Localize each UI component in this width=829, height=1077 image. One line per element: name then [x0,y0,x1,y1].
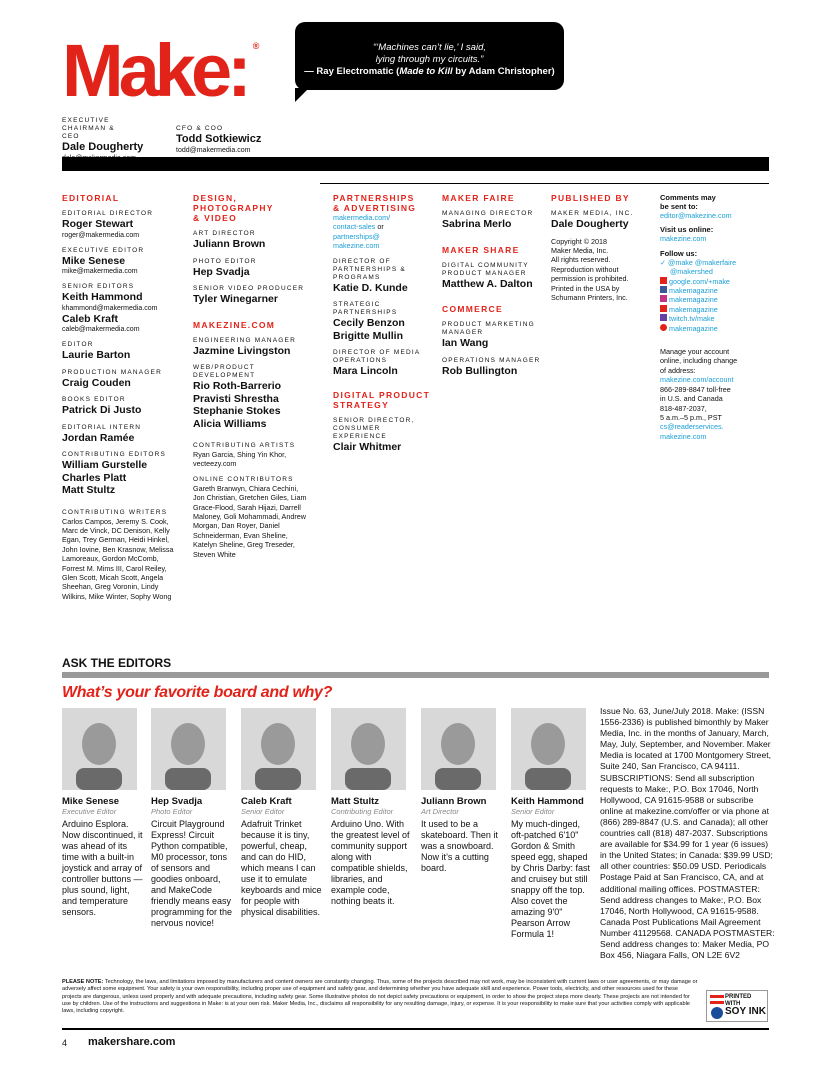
ask-editors-rule [62,672,769,678]
editor-card [511,796,593,940]
editor-name: Caleb Kraft [241,796,292,807]
published-column: PUBLISHED BY MAKER MEDIA, INC. Dale Dougherty Copyright © 2018 Maker Media, Inc. All rights reserved. Reproduction without permission is prohibited. Printed in the USA by Schumann Printers, Inc. [551,193,634,302]
editor-photo [241,708,316,790]
editor-card [241,796,323,918]
editor-email-link[interactable]: editor@makezine.com [660,211,732,220]
editor-name: Keith Hammond [511,796,584,807]
editor-title: Senior Editor [511,807,555,816]
editorial-column: EDITORIAL EDITORIAL DIRECTOR Roger Stewart roger@makermedia.com EXECUTIVE EDITOR Mike Senese mike@makermedia.com SENIOR EDITORS Keith Hammond khammond@makermedia.com Caleb Kraft caleb@makermedia.com EDITOR Laurie Barton PRODUCTION MANAGER Craig Couden BOOKS EDITOR Patrick Di Justo EDITORIAL INTERN Jordan Ramée CONTRIBUTING EDITORS William Gurstelle Charles Platt Matt Stultz CONTRIBUTING WRITERS Carlos Campos, Jeremy S. Cook, Marc de Vinck, DC Denison, Kelly Egan, Trey German, Heidi Hinkel, John Iovine, Ben Krasnow, Melissa Lamoreaux, Gordon McComb, Forrest M. Mims III, Carol Reiley, Glen Scott, Micah Scott, Angela Sheehan, Greg Voronin, Lindy Wilkins, Mike Winter, Sophy Wong [62,193,174,601]
editor-name: Juliann Brown [421,796,487,807]
footer-rule [62,1028,769,1030]
editor-photo [62,708,137,790]
editor-photo [511,708,586,790]
twitter-icon: ✓ [660,257,667,267]
makezine-link[interactable]: makezine.com [660,234,707,244]
editor-photo [151,708,226,790]
editor-answer: It used to be a skateboard. Then it was a snowboard. Now it’s a cutting board. [421,819,498,873]
ask-question: What’s your favorite board and why? [62,684,333,701]
editor-answer: Circuit Playground Express! Circuit Python compatible, M0 processor, tons of sensors and goodies onboard, and MakeCode friendly means easy programming for the nervous novice! [151,819,233,928]
editor-card [62,796,144,918]
design-column: DESIGN, PHOTOGRAPHY & VIDEO ART DIRECTOR Juliann Brown PHOTO EDITOR Hep Svadja SENIOR VIDEO PRODUCER Tyler Winegarner MAKEZINE.COM ENGINEERING MANAGER Jazmine Livingston WEB/PRODUCT DEVELOPMENT Rio Roth-Barrerio Pravisti Shrestha Stephanie Stokes Alicia Williams CONTRIBUTING ARTISTS Ryan Garcia, Shing Yin Khor, vecteezy.com ONLINE CONTRIBUTORS Gareth Branwyn, Chiara Cechini, Jon Christian, Gretchen Giles, Liam Grace-Flood, Sarah Hijazi, Darrell Maloney, Goli Mohammadi, Andrew Morgan, Dan Royer, Daniel Schneiderman, Evan Sheline, Katelyn Sheline, Greg Treseder, Steven White [193,193,307,559]
partners-column: PARTNERSHIPS & ADVERTISING makermedia.com/ contact-sales or partnerships@ makezine.com DIRECTOR OF PARTNERSHIPS & PROGRAMS Katie D. Kunde STRATEGIC PARTNERSHIPS Cecily Benzon Brigitte Mullin DIRECTOR OF MEDIA OPERATIONS Mara Lincoln DIGITAL PRODUCT STRATEGY SENIOR DIRECTOR, CONSUMER EXPERIENCE Clair Whitmer [333,193,433,453]
editor-card [331,796,413,907]
ask-editors-heading: ASK THE EDITORS [62,656,172,670]
header-rule [62,157,769,171]
editor-title: Contributing Editor [331,807,394,816]
soy-ink-badge: PRINTED WITH SOY INK [706,990,768,1022]
instagram-icon [660,295,667,302]
faire-column: MAKER FAIRE MANAGING DIRECTOR Sabrina Merlo MAKER SHARE DIGITAL COMMUNITY PRODUCT MANAGER Matthew A. Dalton COMMERCE PRODUCT MARKETING MANAGER Ian Wang OPERATIONS MANAGER Rob Bullington [442,193,541,377]
google-plus-icon [660,277,667,284]
contact-column: Comments may be sent to: editor@makezine.com Visit us online: makezine.com Follow us: ✓ @make @makerfaire @makershed google.com/+make makemagazine makemagazine makemagazine twitch.tv/make makemagazine Manage your account online, including change of address: makezine.com/account 866-289-8847 toll-free in U.S. and Canada 818-487-2037, 5 a.m.–5 p.m., PST cs@readerservices. makezine.com [660,193,772,441]
flag-icon [709,993,725,1021]
contact-sales-link[interactable]: makermedia.com/ [333,213,391,222]
editor-answer: Arduino Uno. With the greatest level of community support along with compatible shields, libraries, and example code, nothing beats it. [331,819,410,906]
editor-answer: My much-dinged, oft-patched 6'10" Gordon & Smith speed egg, shaped by Chris Darby: fast and cruisey but still snappy off the top. Also covet the amazing 9'0" Pearson Arrow Formula 1! [511,819,591,939]
editor-name: Matt Stultz [331,796,380,807]
editor-name: Hep Svadja [151,796,203,807]
exec-block: EXECUTIVE CHAIRMAN & CEO Dale Dougherty [62,117,144,153]
editor-card [421,796,503,874]
editor-title: Senior Editor [241,807,285,816]
account-link[interactable]: makezine.com/account [660,375,734,385]
youtube-icon [660,305,667,312]
issue-info: Issue No. 63, June/July 2018. Make: (ISSN 1556-2336) is published bimonthly by Maker Media, Inc. in the months of January, March, May, July, September, and November. Maker Media is located at 1700 Montgomery Street, Suite 240, San Francisco, CA 94111. SUBSCRIPTIONS: Send all subscription requests to Make:, P.O. Box 17046, North Hollywood, CA 91615-9588 or subscribe online at makezine.com/offer or via phone at (866) 289-8847 (U.S. and Canada); all other countries call (818) 487-2037. Subscriptions are available for $34.99 for 1 year (6 issues) in the United States; in Canada: $39.99 USD; all other countries: $50.09 USD. Periodicals Postage Paid at San Francisco, CA, and at additional mailing offices. POSTMASTER: Send address changes to Make:, P.O. Box 17046, North Hollywood, CA 91615-9588. Canada Post Publications Mail Agreement Number 41129568. CANADA POSTMASTER: Send address changes to: Maker Media, PO Box 456, Niagara Falls, ON L2E 6V2 [600,706,775,961]
pinterest-icon [660,324,667,331]
editor-card [151,796,233,929]
column-rule [320,183,769,184]
editor-title: Photo Editor [151,807,193,816]
editor-title: Executive Editor [62,807,117,816]
editor-photo [421,708,496,790]
editor-answer: Arduino Esplora. Now discontinued, it was ahead of its time with a built-in joystick and array of controller buttons — plus sound, light, and temperature sensors. [62,819,143,917]
quote-bubble [295,22,564,90]
make-logo: Make: ® [62,29,260,112]
cfo-block: CFO & COO Todd Sotkiewicz todd@makermedia.com [176,125,262,154]
twitch-icon [660,314,667,321]
editor-title: Art Director [421,807,459,816]
editor-name: Mike Senese [62,796,120,807]
facebook-icon [660,286,667,293]
disclaimer: PLEASE NOTE: Technology, the laws, and limitations imposed by manufacturers and content owners are constantly changing. Thus, some of the projects described may not work, may be inconsistent with current laws or user agreements, or may damage or adversely affect some equipment. Your safety is your own responsibility, including proper use of equipment and safety gear, and determining whether you have adequate skill and experience. Power tools, electricity, and other resources used for these projects are dangerous, unless used properly and with adequate precautions, including safety gear. Some illustrative photos do not depict safety precautions or equipment, in order to show the project steps more clearly. These projects are not intended for use by children. Use of the instructions and suggestions in Make: is at your own risk. Maker Media, Inc., disclaims all responsibility for any resulting damage, injury, or expense. It is your responsibility to make sure that your activities comply with applicable laws, including copyright. [62,979,698,1015]
partnerships-email-link[interactable]: partnerships@ [333,231,380,241]
quote-line: “‘Machines can’t lie,’ I said, [373,42,486,53]
page-number: 4 [62,1038,68,1048]
editor-photo [331,708,406,790]
quote-attribution: — Ray Electromatic (Made to Kill by Adam Christopher) [304,66,555,77]
site-link[interactable]: makershare.com [88,1036,176,1048]
quote-line: lying through my circuits.” [375,54,484,65]
editor-answer: Adafruit Trinket because it is tiny, powerful, cheap, and can do HID, which means I can use it to emulate keyboards and mice for people with physical disabilities. [241,819,322,917]
